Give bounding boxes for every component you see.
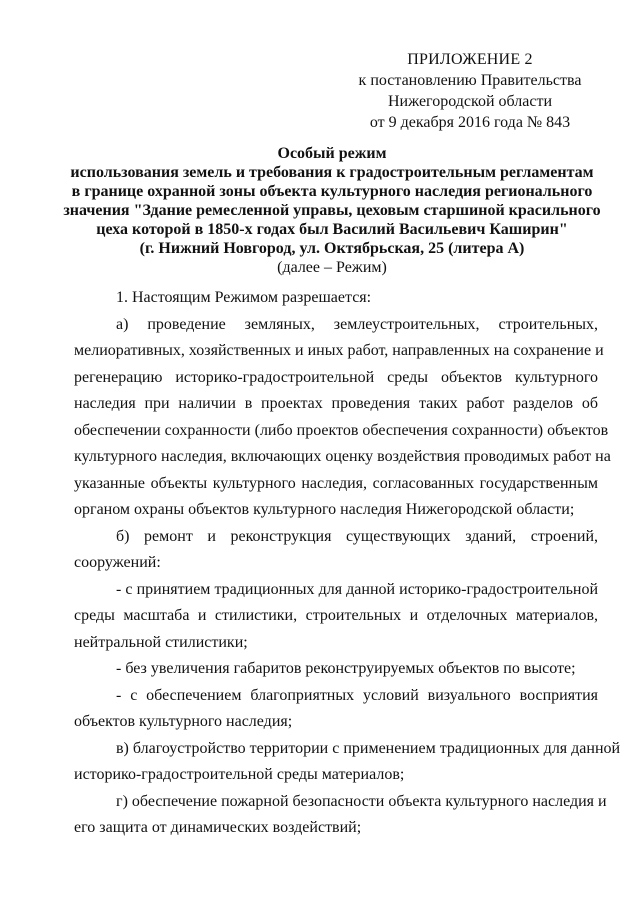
paragraph-line: обеспечении сохранности (либо проектов обеспечения сохранности) объектов (74, 421, 609, 439)
paragraph-line: историко-градостроительной среды материалов; (74, 766, 405, 783)
paragraph-line: мелиоративных, хозяйственных и иных работ, направленных на сохранение и (74, 342, 604, 359)
paragraph-line: наследия при наличии в проектах проведения таких работ разделов об (74, 395, 598, 412)
heading-short-name: (далее – Режим) (277, 259, 387, 276)
paragraph-line: 1. Настоящим Режимом разрешается: (116, 289, 372, 306)
paragraph-line: в) благоустройство территории с применением традиционных для данной (116, 739, 621, 757)
paragraph-line: органом охраны объектов культурного наследия Нижегородской области; (74, 501, 575, 518)
document-body (74, 285, 621, 842)
paragraph-line: среды масштаба и стилистики, строительных и отделочных материалов, (74, 607, 598, 624)
appendix-block (330, 49, 610, 133)
paragraph-line: б) ремонт и реконструкция существующих зданий, строений, (116, 527, 598, 545)
heading-title: Особый режим (277, 145, 387, 162)
paragraph-line: сооружений: (74, 554, 161, 571)
appendix-title: ПРИЛОЖЕНИЕ 2 (407, 51, 533, 68)
heading-address: (г. Нижний Новгород, ул. Октябрьская, 25 (литера А) (139, 240, 525, 257)
paragraph-line: - с принятием традиционных для данной историко-градостроительной (116, 580, 598, 598)
paragraph-line: культурного наследия, включающих оценку воздействия проводимых работ на (74, 448, 611, 465)
paragraph-line: объектов культурного наследия; (74, 713, 293, 730)
paragraph-line: его защита от динамических воздействий; (74, 819, 362, 836)
paragraph-line: нейтральной стилистики; (74, 633, 248, 651)
appendix-date: от 9 декабря 2016 года № 843 (369, 114, 571, 131)
heading-line: значения "Здание ремесленной управы, цеховым старшиной красильного (63, 202, 601, 219)
heading-line: использования земель и требования к градостроительным регламентам (70, 164, 594, 181)
appendix-region: Нижегородской области (387, 93, 552, 110)
heading-line: цеха которой в 1850-х годах был Василий Васильевич Каширин" (96, 221, 568, 238)
heading-line: в границе охранной зоны объекта культурного наследия регионального (71, 183, 593, 200)
paragraph-line: - без увеличения габаритов реконструируемых объектов по высоте; (116, 660, 576, 677)
appendix-decree: к постановлению Правительства (358, 72, 582, 89)
paragraph-line: указанные объекты культурного наследия, согласованных государственным (74, 474, 598, 492)
paragraph-line: г) обеспечение пожарной безопасности объекта культурного наследия и (116, 792, 607, 810)
document-heading (58, 144, 606, 277)
paragraph-line: а) проведение земляных, землеустроительных, строительных, (116, 315, 598, 333)
paragraph-line: регенерацию историко-градостроительной среды объектов культурного (74, 368, 598, 386)
paragraph-line: - с обеспечением благоприятных условий визуального восприятия (116, 686, 598, 704)
